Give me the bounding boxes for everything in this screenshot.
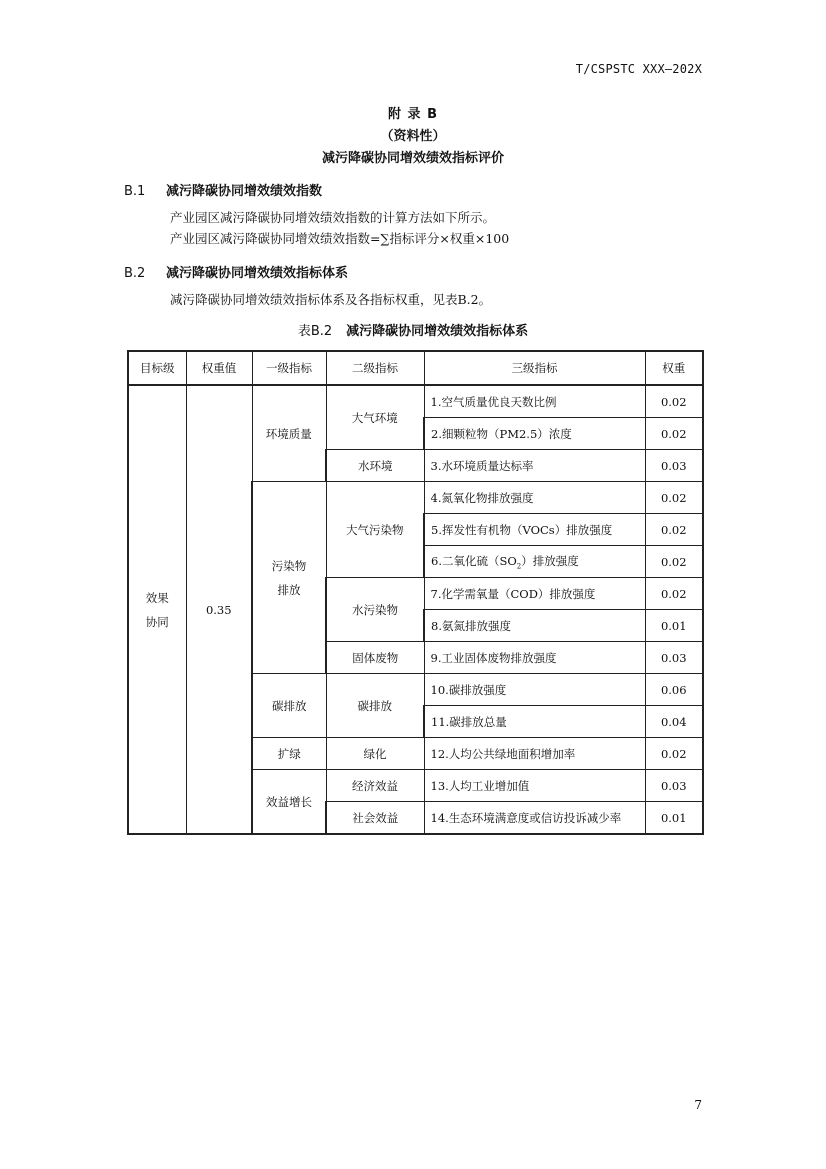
indicator-cell bbox=[424, 546, 645, 578]
weight-cell: 0.01 bbox=[645, 610, 703, 642]
indicator-cell: 4.氮氧化物排放强度 bbox=[424, 482, 645, 514]
section-number: B.2 bbox=[124, 266, 146, 281]
header-level2: 二级指标 bbox=[326, 351, 424, 385]
subscript: 2 bbox=[516, 562, 522, 571]
indicator-cell: 8.氨氮排放强度 bbox=[424, 610, 645, 642]
indicator-table bbox=[127, 350, 704, 835]
weight-cell: 0.03 bbox=[645, 642, 703, 674]
level2-air-pollutant: 大气污染物 bbox=[326, 482, 424, 578]
weight-cell: 0.02 bbox=[645, 418, 703, 450]
indicator-cell: 9.工业固体废物排放强度 bbox=[424, 642, 645, 674]
weight-cell: 0.04 bbox=[645, 706, 703, 738]
header-level1: 一级指标 bbox=[252, 351, 326, 385]
indicator-cell: 11.碳排放总量 bbox=[424, 706, 645, 738]
pollutant-line-1: 污染物 bbox=[271, 558, 307, 573]
table-number: 表B.2 bbox=[297, 324, 333, 339]
level1-green: 扩绿 bbox=[252, 738, 326, 770]
level2-air-env: 大气环境 bbox=[326, 385, 424, 450]
indicator-cell: 14.生态环境满意度或信访投诉减少率 bbox=[424, 802, 645, 835]
level2-economic: 经济效益 bbox=[326, 770, 424, 802]
level2-solid-waste: 固体废物 bbox=[326, 642, 424, 674]
target-level-cell bbox=[128, 385, 186, 834]
appendix-nature: （资料性） bbox=[380, 129, 446, 144]
indicator-cell: 12.人均公共绿地面积增加率 bbox=[424, 738, 645, 770]
level2-water-env: 水环境 bbox=[326, 450, 424, 482]
table-title: 减污降碳协同增效绩效指标体系 bbox=[346, 324, 529, 339]
weight-cell: 0.02 bbox=[645, 482, 703, 514]
weight-cell: 0.02 bbox=[645, 514, 703, 546]
header-weight-value: 权重值 bbox=[186, 351, 252, 385]
formula-paragraph: 产业园区减污降碳协同增效绩效指数=∑指标评分×权重×100 bbox=[170, 231, 510, 246]
level1-benefit: 效益增长 bbox=[252, 770, 326, 835]
table-row bbox=[128, 385, 703, 418]
appendix-title: 附 录 B bbox=[388, 107, 438, 122]
weight-cell: 0.06 bbox=[645, 674, 703, 706]
header-level3: 三级指标 bbox=[424, 351, 645, 385]
indicator-cell: 13.人均工业增加值 bbox=[424, 770, 645, 802]
level2-water-pollutant: 水污染物 bbox=[326, 578, 424, 642]
weight-cell: 0.01 bbox=[645, 802, 703, 835]
level1-pollutant bbox=[252, 482, 326, 674]
indicator-cell: 2.细颗粒物（PM2.5）浓度 bbox=[424, 418, 645, 450]
target-weight-cell: 0.35 bbox=[186, 385, 252, 834]
target-line-2: 协同 bbox=[145, 614, 169, 629]
indicator-cell: 7.化学需氧量（COD）排放强度 bbox=[424, 578, 645, 610]
weight-cell: 0.02 bbox=[645, 738, 703, 770]
weight-cell: 0.02 bbox=[645, 385, 703, 418]
paragraph: 减污降碳协同增效绩效指标体系及各指标权重，见表B.2。 bbox=[170, 292, 492, 307]
header-target-level: 目标级 bbox=[128, 351, 186, 385]
weight-cell: 0.02 bbox=[645, 546, 703, 578]
target-line-1: 效果 bbox=[145, 590, 169, 605]
indicator-cell: 1.空气质量优良天数比例 bbox=[424, 385, 645, 418]
section-number: B.1 bbox=[124, 184, 146, 199]
table-header-row bbox=[128, 351, 703, 385]
header-weight: 权重 bbox=[645, 351, 703, 385]
appendix-main-title: 减污降碳协同增效绩效指标评价 bbox=[321, 151, 504, 166]
section-title: 减污降碳协同增效绩效指数 bbox=[166, 184, 323, 199]
weight-cell: 0.02 bbox=[645, 578, 703, 610]
indicator-cell: 10.碳排放强度 bbox=[424, 674, 645, 706]
section-title: 减污降碳协同增效绩效指标体系 bbox=[166, 266, 349, 281]
table-caption bbox=[0, 320, 826, 339]
weight-cell: 0.03 bbox=[645, 770, 703, 802]
indicator-suffix: ）排放强度 bbox=[521, 553, 579, 568]
indicator-cell: 5.挥发性有机物（VOCs）排放强度 bbox=[424, 514, 645, 546]
page-number: 7 bbox=[694, 1098, 702, 1112]
indicator-cell: 3.水环境质量达标率 bbox=[424, 450, 645, 482]
level1-env-quality: 环境质量 bbox=[252, 385, 326, 482]
weight-cell: 0.03 bbox=[645, 450, 703, 482]
level2-greening: 绿化 bbox=[326, 738, 424, 770]
paragraph: 产业园区减污降碳协同增效绩效指数的计算方法如下所示。 bbox=[170, 210, 496, 225]
document-code: T/CSPSTC XXX—202X bbox=[575, 62, 702, 76]
level2-social: 社会效益 bbox=[326, 802, 424, 835]
pollutant-line-2: 排放 bbox=[277, 582, 301, 597]
section-heading-b1 bbox=[124, 180, 322, 199]
indicator-prefix: 6.二氧化硫（SO bbox=[431, 553, 517, 568]
section-heading-b2 bbox=[124, 262, 348, 281]
level2-carbon-emission: 碳排放 bbox=[326, 674, 424, 738]
level1-carbon: 碳排放 bbox=[252, 674, 326, 738]
